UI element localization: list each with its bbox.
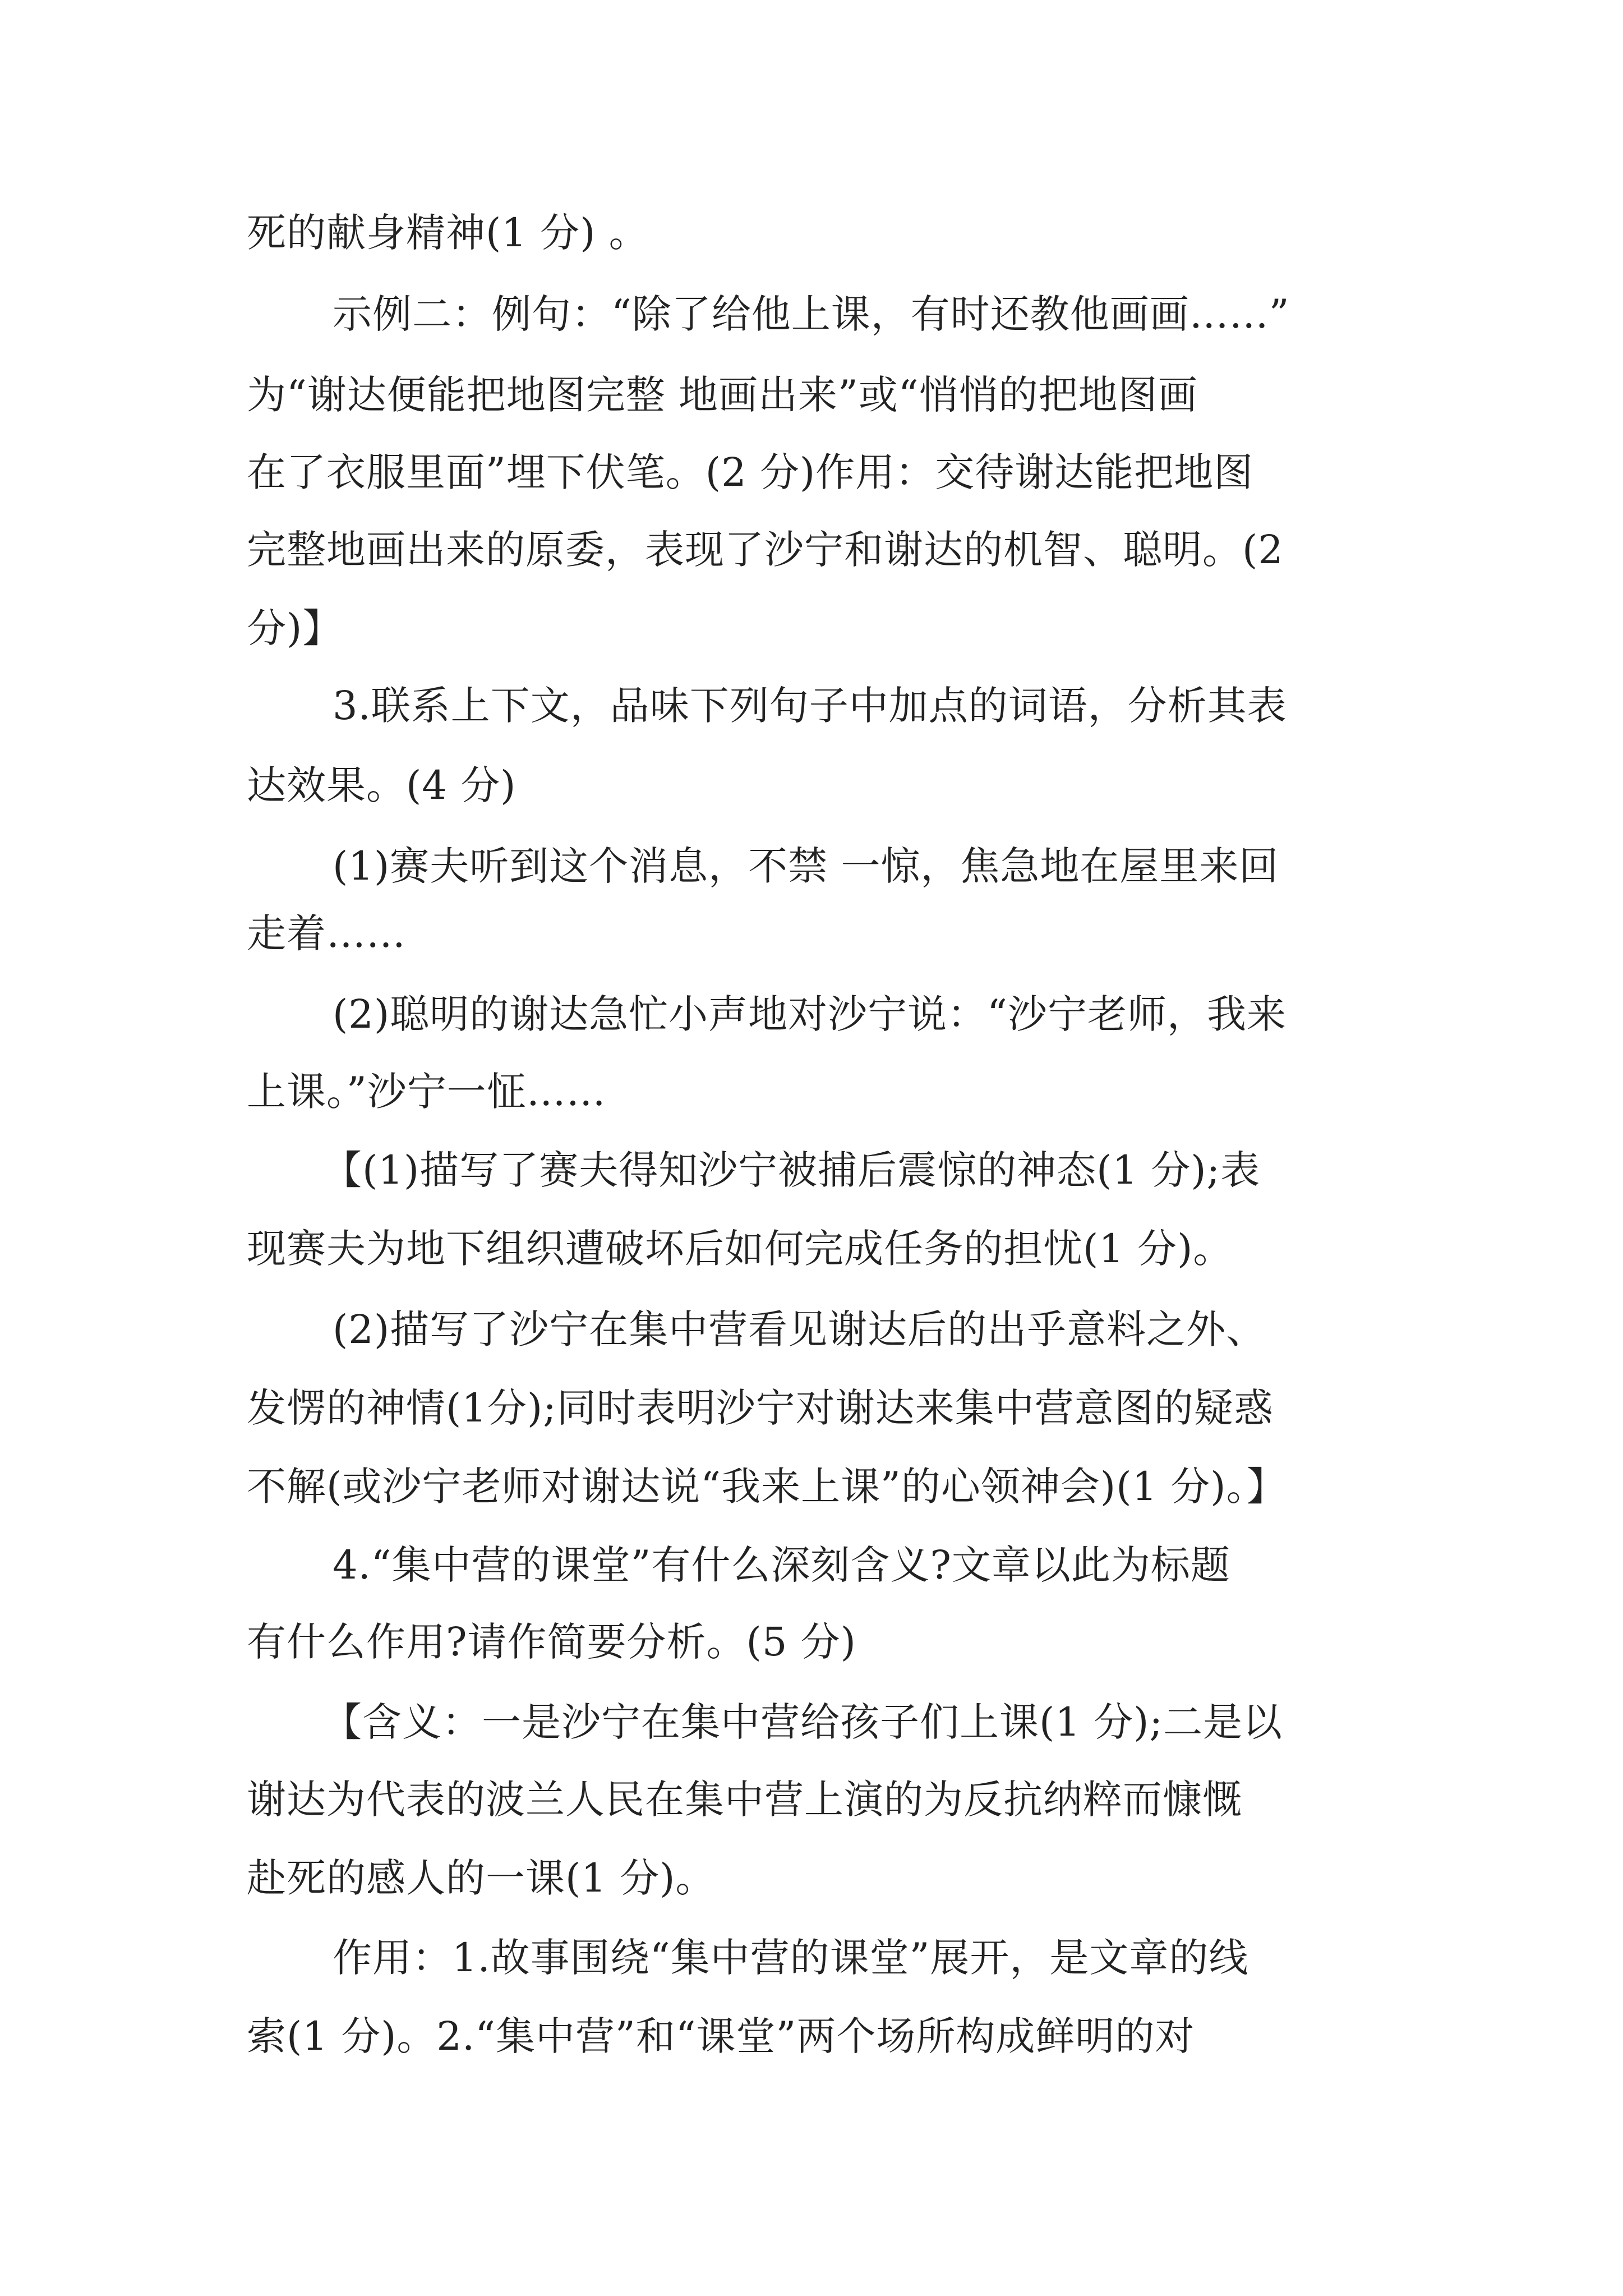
text-line-23: 作用：1.故事围绕“集中营的课堂”展开，是文章的线	[333, 1935, 1249, 1981]
text-line-10: 走着……	[247, 910, 406, 956]
text-line-8: 达效果。(4 分)	[247, 762, 517, 808]
text-line-3: 为“谢达便能把地图完整 地画出来”或“悄悄的把地图画	[247, 372, 1198, 418]
text-line-18: 4.“集中营的课堂”有什么深刻含义?文章以此为标题	[333, 1542, 1230, 1588]
text-line-22: 赴死的感人的一课(1 分)。	[247, 1855, 716, 1901]
text-line-12: 上课。”沙宁一怔……	[247, 1069, 606, 1115]
text-line-13: 【(1)描写了赛夫得知沙宁被捕后震惊的神态(1 分);表	[322, 1147, 1261, 1193]
text-line-5: 完整地画出来的原委，表现了沙宁和谢达的机智、聪明。(2	[247, 527, 1284, 573]
text-line-20: 【含义：一是沙宁在集中营给孩子们上课(1 分);二是以	[322, 1699, 1283, 1745]
text-line-15: (2)描写了沙宁在集中营看见谢达后的出乎意料之外、	[333, 1306, 1266, 1352]
text-line-9: (1)赛夫听到这个消息，不禁 一惊，焦急地在屋里来回	[333, 843, 1279, 889]
text-line-4: 在了衣服里面”埋下伏笔。(2 分)作用：交待谢达能把地图	[247, 449, 1254, 495]
text-line-11: (2)聪明的谢达急忙小声地对沙宁说：“沙宁老师，我来	[333, 991, 1287, 1037]
text-line-6: 分)】	[247, 605, 343, 651]
text-line-7: 3.联系上下文，品味下列句子中加点的词语，分析其表	[333, 683, 1287, 729]
text-line-16: 发愣的神情(1分);同时表明沙宁对谢达来集中营意图的疑惑	[247, 1385, 1274, 1431]
text-line-19: 有什么作用?请作简要分析。(5 分)	[247, 1619, 856, 1665]
text-line-1: 死的献身精神(1 分) 。	[247, 210, 649, 256]
text-line-21: 谢达为代表的波兰人民在集中营上演的为反抗纳粹而慷慨	[247, 1777, 1242, 1823]
text-line-24: 索(1 分)。2.“集中营”和“课堂”两个场所构成鲜明的对	[247, 2013, 1195, 2059]
text-line-2: 示例二：例句：“除了给他上课，有时还教他画画……”	[333, 291, 1290, 337]
text-line-14: 现赛夫为地下组织遭破坏后如何完成任务的担忧(1 分)。	[247, 1226, 1233, 1272]
text-line-17: 不解(或沙宁老师对谢达说“我来上课”的心领神会)(1 分)。】	[247, 1464, 1287, 1510]
